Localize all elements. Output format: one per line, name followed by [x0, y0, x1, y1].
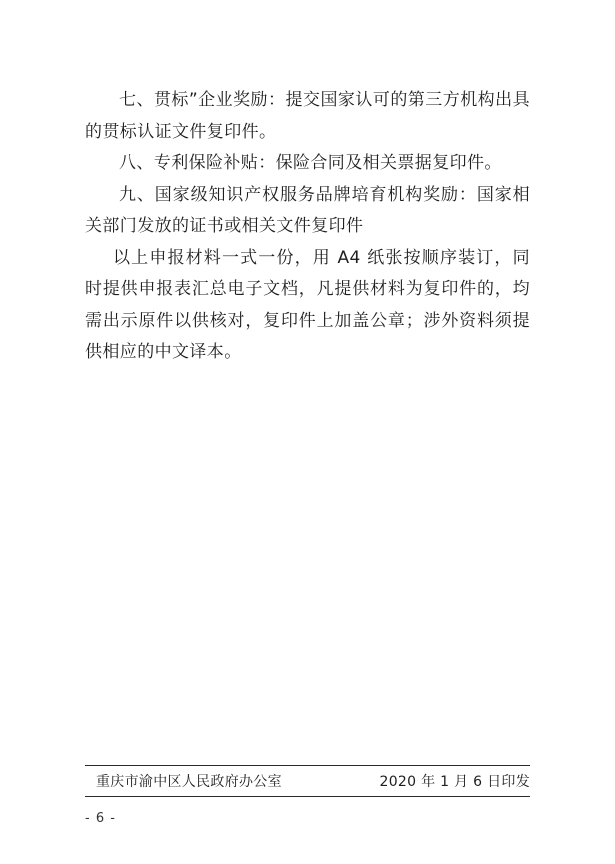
footer-bottom-rule [85, 796, 530, 797]
document-body [85, 85, 530, 369]
document-footer [96, 770, 530, 792]
paragraph-item-8: 八、专利保险补贴：保险合同及相关票据复印件。 [119, 153, 502, 173]
footer-issue-date: 2020 年 1 月 6 日印发 [379, 774, 530, 790]
paragraph-item-9: 九、国家级知识产权服务品牌培育机构奖励：国家相关部门发放的证书或相关文件复印件 [85, 184, 530, 236]
footer-issuer: 重庆市渝中区人民政府办公室 [96, 774, 282, 790]
footer-top-rule [85, 765, 530, 766]
page-number: - 6 - [85, 811, 116, 826]
paragraph-item-7: 七、贯标”企业奖励：提交国家认可的第三方机构出具的贯标认证文件复印件。 [85, 90, 530, 142]
paragraph-submission-notes: 以上申报材料一式一份，用 A4 纸张按顺序装订，同时提供申报表汇总电子文档，凡提供材料为复印件的，均需出示原件以供核对，复印件上加盖公章；涉外资料须提供相应的中文译本。 [85, 247, 530, 362]
